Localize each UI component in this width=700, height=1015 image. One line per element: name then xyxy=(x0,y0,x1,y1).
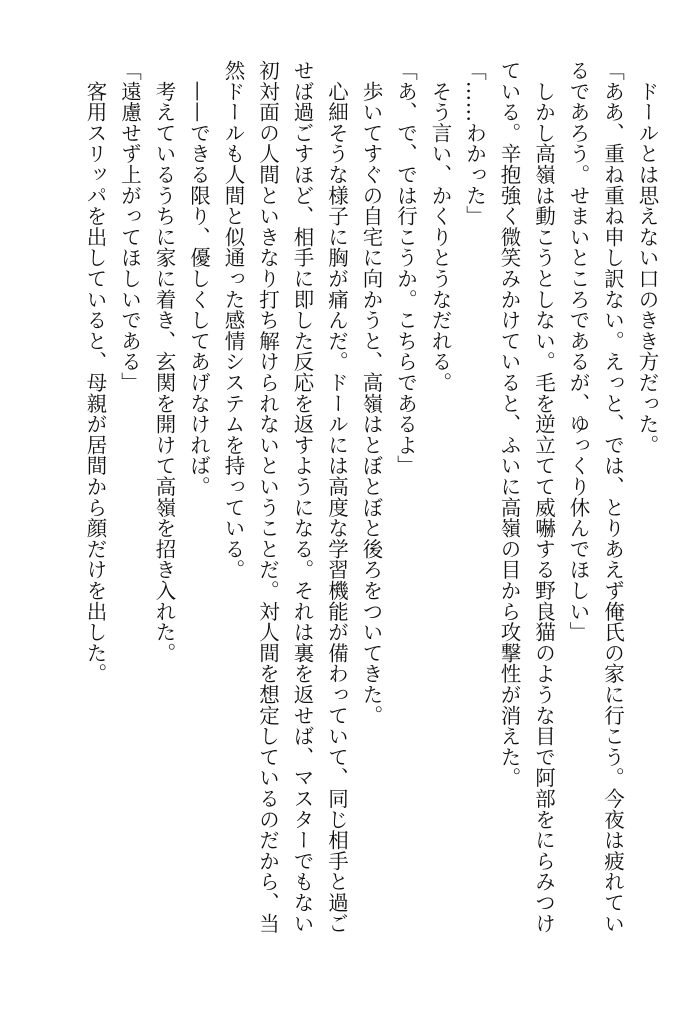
text-line: 然ドールも人間と似通った感情システムを持っている。 xyxy=(221,60,245,580)
text-line: 「あ、で、では行こうか。こちらであるよ」 xyxy=(393,60,418,476)
text-line: 客用スリッパを出していると、母親が居間から顔だけを出した。 xyxy=(83,60,107,684)
text-line: 「……わかった」 xyxy=(462,60,487,227)
text-line: そう言い、かくりとうなだれる。 xyxy=(428,60,452,393)
text-line: 「ああ、重ね重ね申し訳ない。えっと、では、とりあえず俺氏の家に行こう。今夜は疲れてい xyxy=(600,60,625,934)
text-line: しかし高嶺は動こうとしない。毛を逆立てて威嚇する野良猫のような目で阿部をにらみつけ xyxy=(531,60,556,934)
text-line: 初対面の人間といきなり打ち解けられないということだ。対人間を想定しているのだから、当 xyxy=(255,60,280,934)
text-line: るであろう。せまいところであるが、ゆっくり休んでほしい」 xyxy=(566,60,590,643)
text-line: 心細そうな様子に胸が痛んだ。ドールには高度な学習機能が備わっていて、同じ相手と過ご xyxy=(324,60,349,934)
text-line: せば過ごすほど、相手に即した反応を返すようになる。それは裏を返せば、マスターでもない xyxy=(290,60,314,934)
text-line: ドールとは思えない口のきき方だった。 xyxy=(635,60,659,456)
text-line: 歩いてすぐの自宅に向かうと、高嶺はとぼとぼと後ろをついてきた。 xyxy=(359,60,383,726)
text-line: ——できる限り、優しくしてあげなければ。 xyxy=(186,60,211,497)
vertical-text-body xyxy=(78,60,665,960)
text-line: 「遠慮せず上がってほしいである」 xyxy=(117,60,142,393)
text-line: 考えているうちに家に着き、玄関を開けて高嶺を招き入れた。 xyxy=(152,60,176,664)
text-line: ている。辛抱強く微笑みかけていると、ふいに高嶺の目から攻撃性が消えた。 xyxy=(497,60,521,788)
